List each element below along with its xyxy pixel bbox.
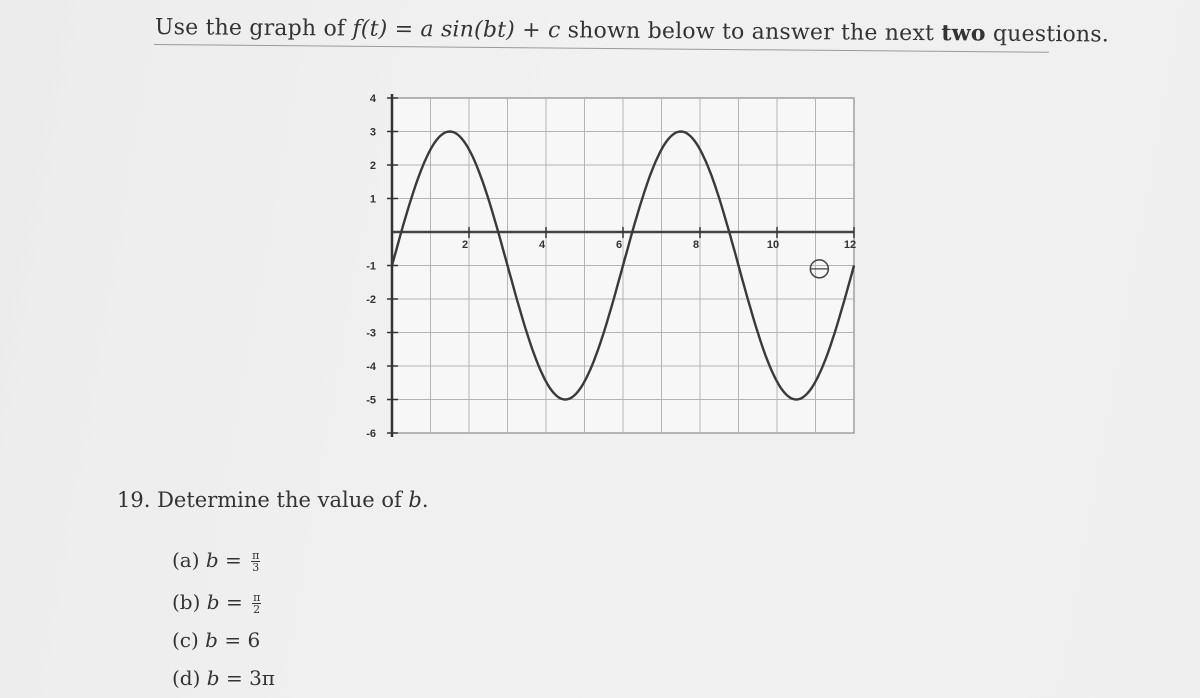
option-b-numerator: π	[253, 591, 261, 604]
x-tick-label: 6	[615, 239, 623, 251]
option-d-value: 3π	[249, 666, 275, 690]
function-expression: f(t) = a sin(bt) + c	[352, 16, 561, 44]
option-d-lhs: b =	[206, 666, 243, 690]
option-a-lhs: b =	[205, 548, 242, 572]
question-text	[117, 488, 429, 512]
y-tick-label: 2	[369, 160, 376, 172]
question-number: 19.	[117, 488, 151, 512]
sine-graph	[355, 80, 875, 450]
option-a-denominator: 3	[252, 561, 260, 574]
option-a-fraction	[251, 550, 260, 573]
instruction-text	[154, 14, 1110, 48]
y-tick-label: -4	[366, 361, 376, 373]
x-tick-label: 10	[766, 239, 780, 251]
x-tick-label: 4	[538, 239, 546, 251]
x-tick-label: 12	[843, 239, 857, 251]
option-a[interactable]	[172, 548, 260, 573]
x-tick-label: 2	[461, 239, 469, 251]
question-end: .	[421, 488, 429, 512]
option-c[interactable]	[172, 628, 260, 652]
question-variable: b	[408, 488, 422, 512]
option-b-fraction	[252, 592, 261, 615]
x-tick-label: 8	[692, 239, 700, 251]
option-d[interactable]	[172, 666, 275, 690]
option-b-denominator: 2	[253, 603, 261, 616]
y-tick-label: -6	[366, 428, 376, 440]
y-tick-label: 3	[369, 126, 376, 139]
instruction-bold-word: two	[941, 20, 986, 47]
option-b-lhs: b =	[206, 590, 243, 614]
y-tick-label: -5	[366, 394, 376, 407]
y-tick-label: -1	[366, 260, 376, 273]
instruction-suffix: questions.	[992, 21, 1110, 48]
instruction-prefix: Use the graph of	[154, 14, 346, 42]
option-c-value: 6	[247, 628, 261, 652]
question-body: Determine the value of	[157, 488, 402, 512]
y-tick-label: 1	[369, 193, 376, 206]
option-c-lhs: b =	[205, 628, 242, 652]
y-tick-label: 4	[369, 93, 376, 105]
y-tick-label: -2	[366, 294, 376, 306]
option-a-label: (a)	[172, 548, 200, 572]
option-a-numerator: π	[252, 549, 260, 562]
y-tick-label: -3	[366, 327, 376, 340]
option-b-label: (b)	[172, 590, 201, 614]
instruction-middle: shown below to answer the next	[567, 18, 935, 47]
option-d-label: (d)	[172, 666, 201, 690]
option-c-label: (c)	[172, 628, 199, 652]
option-b[interactable]	[172, 590, 261, 615]
